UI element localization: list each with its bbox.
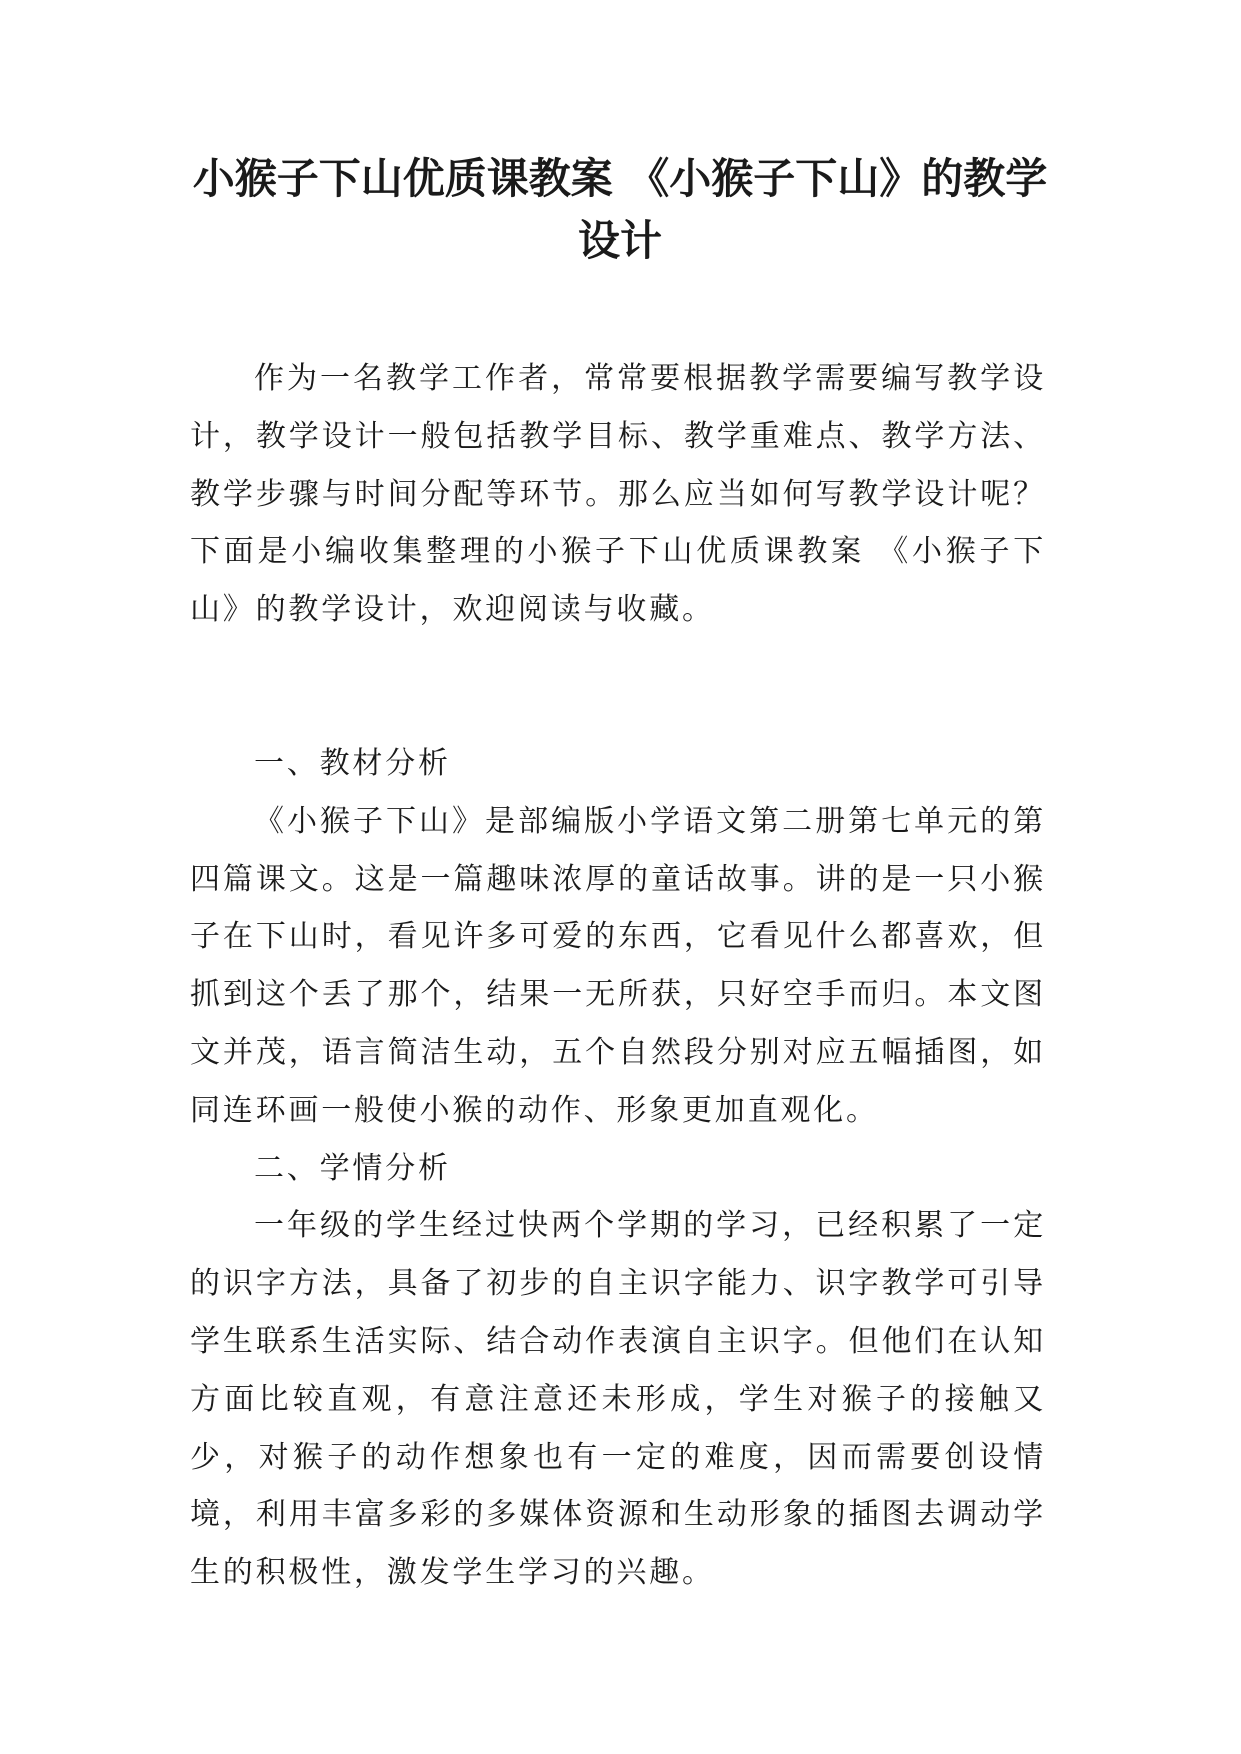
textbook-analysis-paragraph: 《小猴子下山》是部编版小学语文第二册第七单元的第四篇课文。这是一篇趣味浓厚的童话故事。讲的是一只小猴子在下山时，看见许多可爱的东西，它看见什么都喜欢，但抓到这个丢了那个，结果一无所获，只好空手而归。本文图文并茂，语言简洁生动，五个自然段分别对应五幅插图，如同连环画一般使小猴的动作、形象更加直观化。: [190, 803, 1046, 1128]
document-body: [190, 350, 1046, 1602]
paragraph-gap: [190, 639, 1046, 735]
intro-paragraph: 作为一名教学工作者，常常要根据教学需要编写教学设计，教学设计一般包括教学目标、教学重难点、教学方法、教学步骤与时间分配等环节。那么应当如何写教学设计呢？下面是小编收集整理的小猴子下山优质课教案 《小猴子下山》的教学设计，欢迎阅读与收藏。: [190, 361, 1046, 628]
student-analysis-paragraph: 一年级的学生经过快两个学期的学习，已经积累了一定的识字方法，具备了初步的自主识字能力、识字教学可引导学生联系生活实际、结合动作表演自主识字。但他们在认知方面比较直观，有意注意还未形成，学生对猴子的接触又少，对猴子的动作想象也有一定的难度，因而需要创设情境，利用丰富多彩的多媒体资源和生动形象的插图去调动学生的积极性，激发学生学习的兴趣。: [190, 1208, 1046, 1591]
section-heading-student-analysis: 二、学情分析: [254, 1150, 451, 1186]
document-title: 小猴子下山优质课教案 《小猴子下山》的教学设计: [192, 154, 1048, 265]
section-heading-textbook-analysis: 一、教材分析: [254, 745, 451, 781]
